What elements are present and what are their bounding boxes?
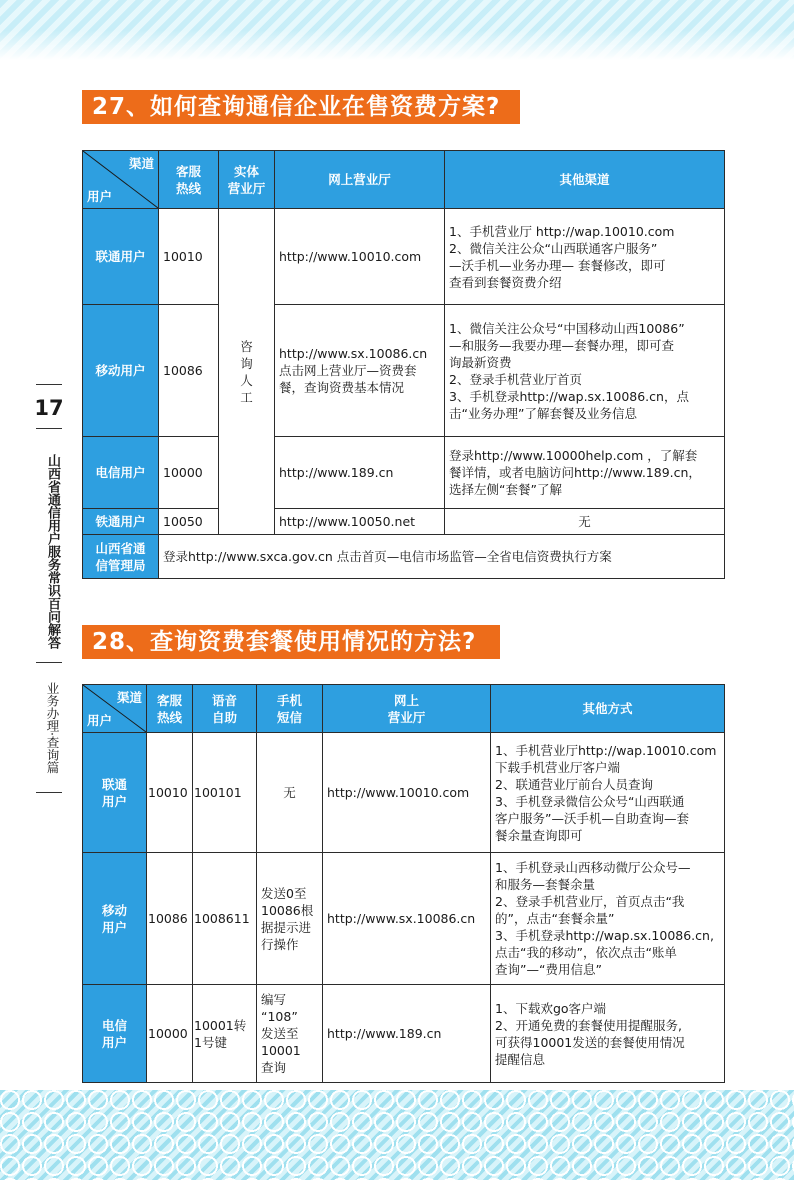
question-28-table <box>82 684 725 1083</box>
row-online: http://www.10050.net <box>275 509 445 535</box>
consult-staff-cell: 咨 询 人 工 <box>219 209 275 535</box>
chapter-title: 业务办理·查询篇 <box>45 682 60 774</box>
row-online: http://www.189.cn <box>323 985 491 1083</box>
header-other: 其他渠道 <box>445 151 725 209</box>
header-channel-label: 渠道 <box>116 690 142 705</box>
header-online: 网上营业厅 <box>275 151 445 209</box>
top-decorative-band <box>0 0 794 60</box>
row-voice: 100101 <box>193 733 257 853</box>
row-sms: 发送0至 10086根 据提示进 行操作 <box>257 853 323 985</box>
row-other: 1、手机营业厅 http://wap.10010.com 2、微信关注公众“山西联通客户服务” —沃手机—业务办理— 套餐修改，即可 查看到套餐资费介绍 <box>445 209 725 305</box>
header-hotline: 客服 热线 <box>159 151 219 209</box>
diagonal-header-cell <box>83 685 147 733</box>
table-header-row <box>83 151 725 209</box>
header-sms: 手机 短信 <box>257 685 323 733</box>
book-title: 山西省通信用户服务常识百问解答 <box>45 453 60 649</box>
row-user: 电信 用户 <box>83 985 147 1083</box>
row-online: http://www.189.cn <box>275 437 445 509</box>
row-sms: 无 <box>257 733 323 853</box>
row-other: 登录http://www.10000help.com ，了解套 餐详情，或者电脑访问http://www.189.cn， 选择左侧“套餐”了解 <box>445 437 725 509</box>
row-other: 1、下载欢go客户端 2、开通免费的套餐使用提醒服务, 可获得10001发送的套餐使用情况 提醒信息 <box>491 985 725 1083</box>
header-channel-label: 渠道 <box>128 156 154 171</box>
header-user-label: 用户 <box>87 189 113 204</box>
row-other: 1、手机营业厅http://wap.10010.com 下载手机营业厅客户端 2、联通营业厅前台人员查询 3、手机登录微信公众号“山西联通 客户服务”—沃手机—自助查询—套 餐余量查询即可 <box>491 733 725 853</box>
row-online: http://www.10010.com <box>323 733 491 853</box>
side-rule <box>36 384 62 385</box>
row-hotline: 10086 <box>159 305 219 437</box>
row-hotline: 10010 <box>159 209 219 305</box>
row-user: 移动用户 <box>83 305 159 437</box>
table-row <box>83 535 725 579</box>
diagonal-header-cell <box>83 151 159 209</box>
table-row <box>83 437 725 509</box>
table-row <box>83 733 725 853</box>
row-user: 铁通用户 <box>83 509 159 535</box>
row-online: http://www.sx.10086.cn 点击网上营业厅—资费套 餐，查询资费基本情况 <box>275 305 445 437</box>
row-hotline: 10000 <box>159 437 219 509</box>
table-row <box>83 985 725 1083</box>
row-other: 无 <box>445 509 725 535</box>
side-rule <box>36 662 62 663</box>
table-row <box>83 509 725 535</box>
question-27-table <box>82 150 725 579</box>
header-user-label: 用户 <box>87 713 113 728</box>
row-voice: 1008611 <box>193 853 257 985</box>
row-online: http://www.sx.10086.cn <box>323 853 491 985</box>
row-user: 电信用户 <box>83 437 159 509</box>
header-other: 其他方式 <box>491 685 725 733</box>
row-user: 移动 用户 <box>83 853 147 985</box>
page-number: 17 <box>34 396 64 420</box>
row-sms: 编写 “108” 发送至 10001 查询 <box>257 985 323 1083</box>
side-rule <box>36 792 62 793</box>
authority-text: 登录http://www.sxca.gov.cn 点击首页—电信市场监管—全省电信资费执行方案 <box>159 535 725 579</box>
table-row <box>83 305 725 437</box>
side-rule <box>36 428 62 429</box>
row-other: 1、微信关注公众号“中国移动山西10086” —和服务—我要办理—套餐办理，即可查 询最新资费 2、登录手机营业厅首页 3、手机登录http://wap.sx.10086.cn，点 击“业务办理”了解套餐及业务信息 <box>445 305 725 437</box>
row-hotline: 10086 <box>147 853 193 985</box>
question-28-title: 28、查询资费套餐使用情况的方法? <box>82 625 500 659</box>
header-hotline: 客服 热线 <box>147 685 193 733</box>
question-27-title: 27、如何查询通信企业在售资费方案? <box>82 90 520 124</box>
header-store: 实体 营业厅 <box>219 151 275 209</box>
row-user: 联通 用户 <box>83 733 147 853</box>
row-user: 山西省通 信管理局 <box>83 535 159 579</box>
header-online: 网上 营业厅 <box>323 685 491 733</box>
row-online: http://www.10010.com <box>275 209 445 305</box>
row-voice: 10001转 1号键 <box>193 985 257 1083</box>
table-row <box>83 853 725 985</box>
table-row <box>83 209 725 305</box>
row-hotline: 10000 <box>147 985 193 1083</box>
table-header-row <box>83 685 725 733</box>
row-hotline: 10050 <box>159 509 219 535</box>
row-hotline: 10010 <box>147 733 193 853</box>
header-voice: 语音 自助 <box>193 685 257 733</box>
bottom-decorative-band <box>0 1090 794 1180</box>
row-user: 联通用户 <box>83 209 159 305</box>
row-other: 1、手机登录山西移动微厅公众号— 和服务—套餐余量 2、登录手机营业厅，首页点击“我 的”，点击“套餐余量” 3、手机登录http://wap.sx.10086.cn, 点击“我的移动”，依次点击“账单 查询”—“费用信息” <box>491 853 725 985</box>
